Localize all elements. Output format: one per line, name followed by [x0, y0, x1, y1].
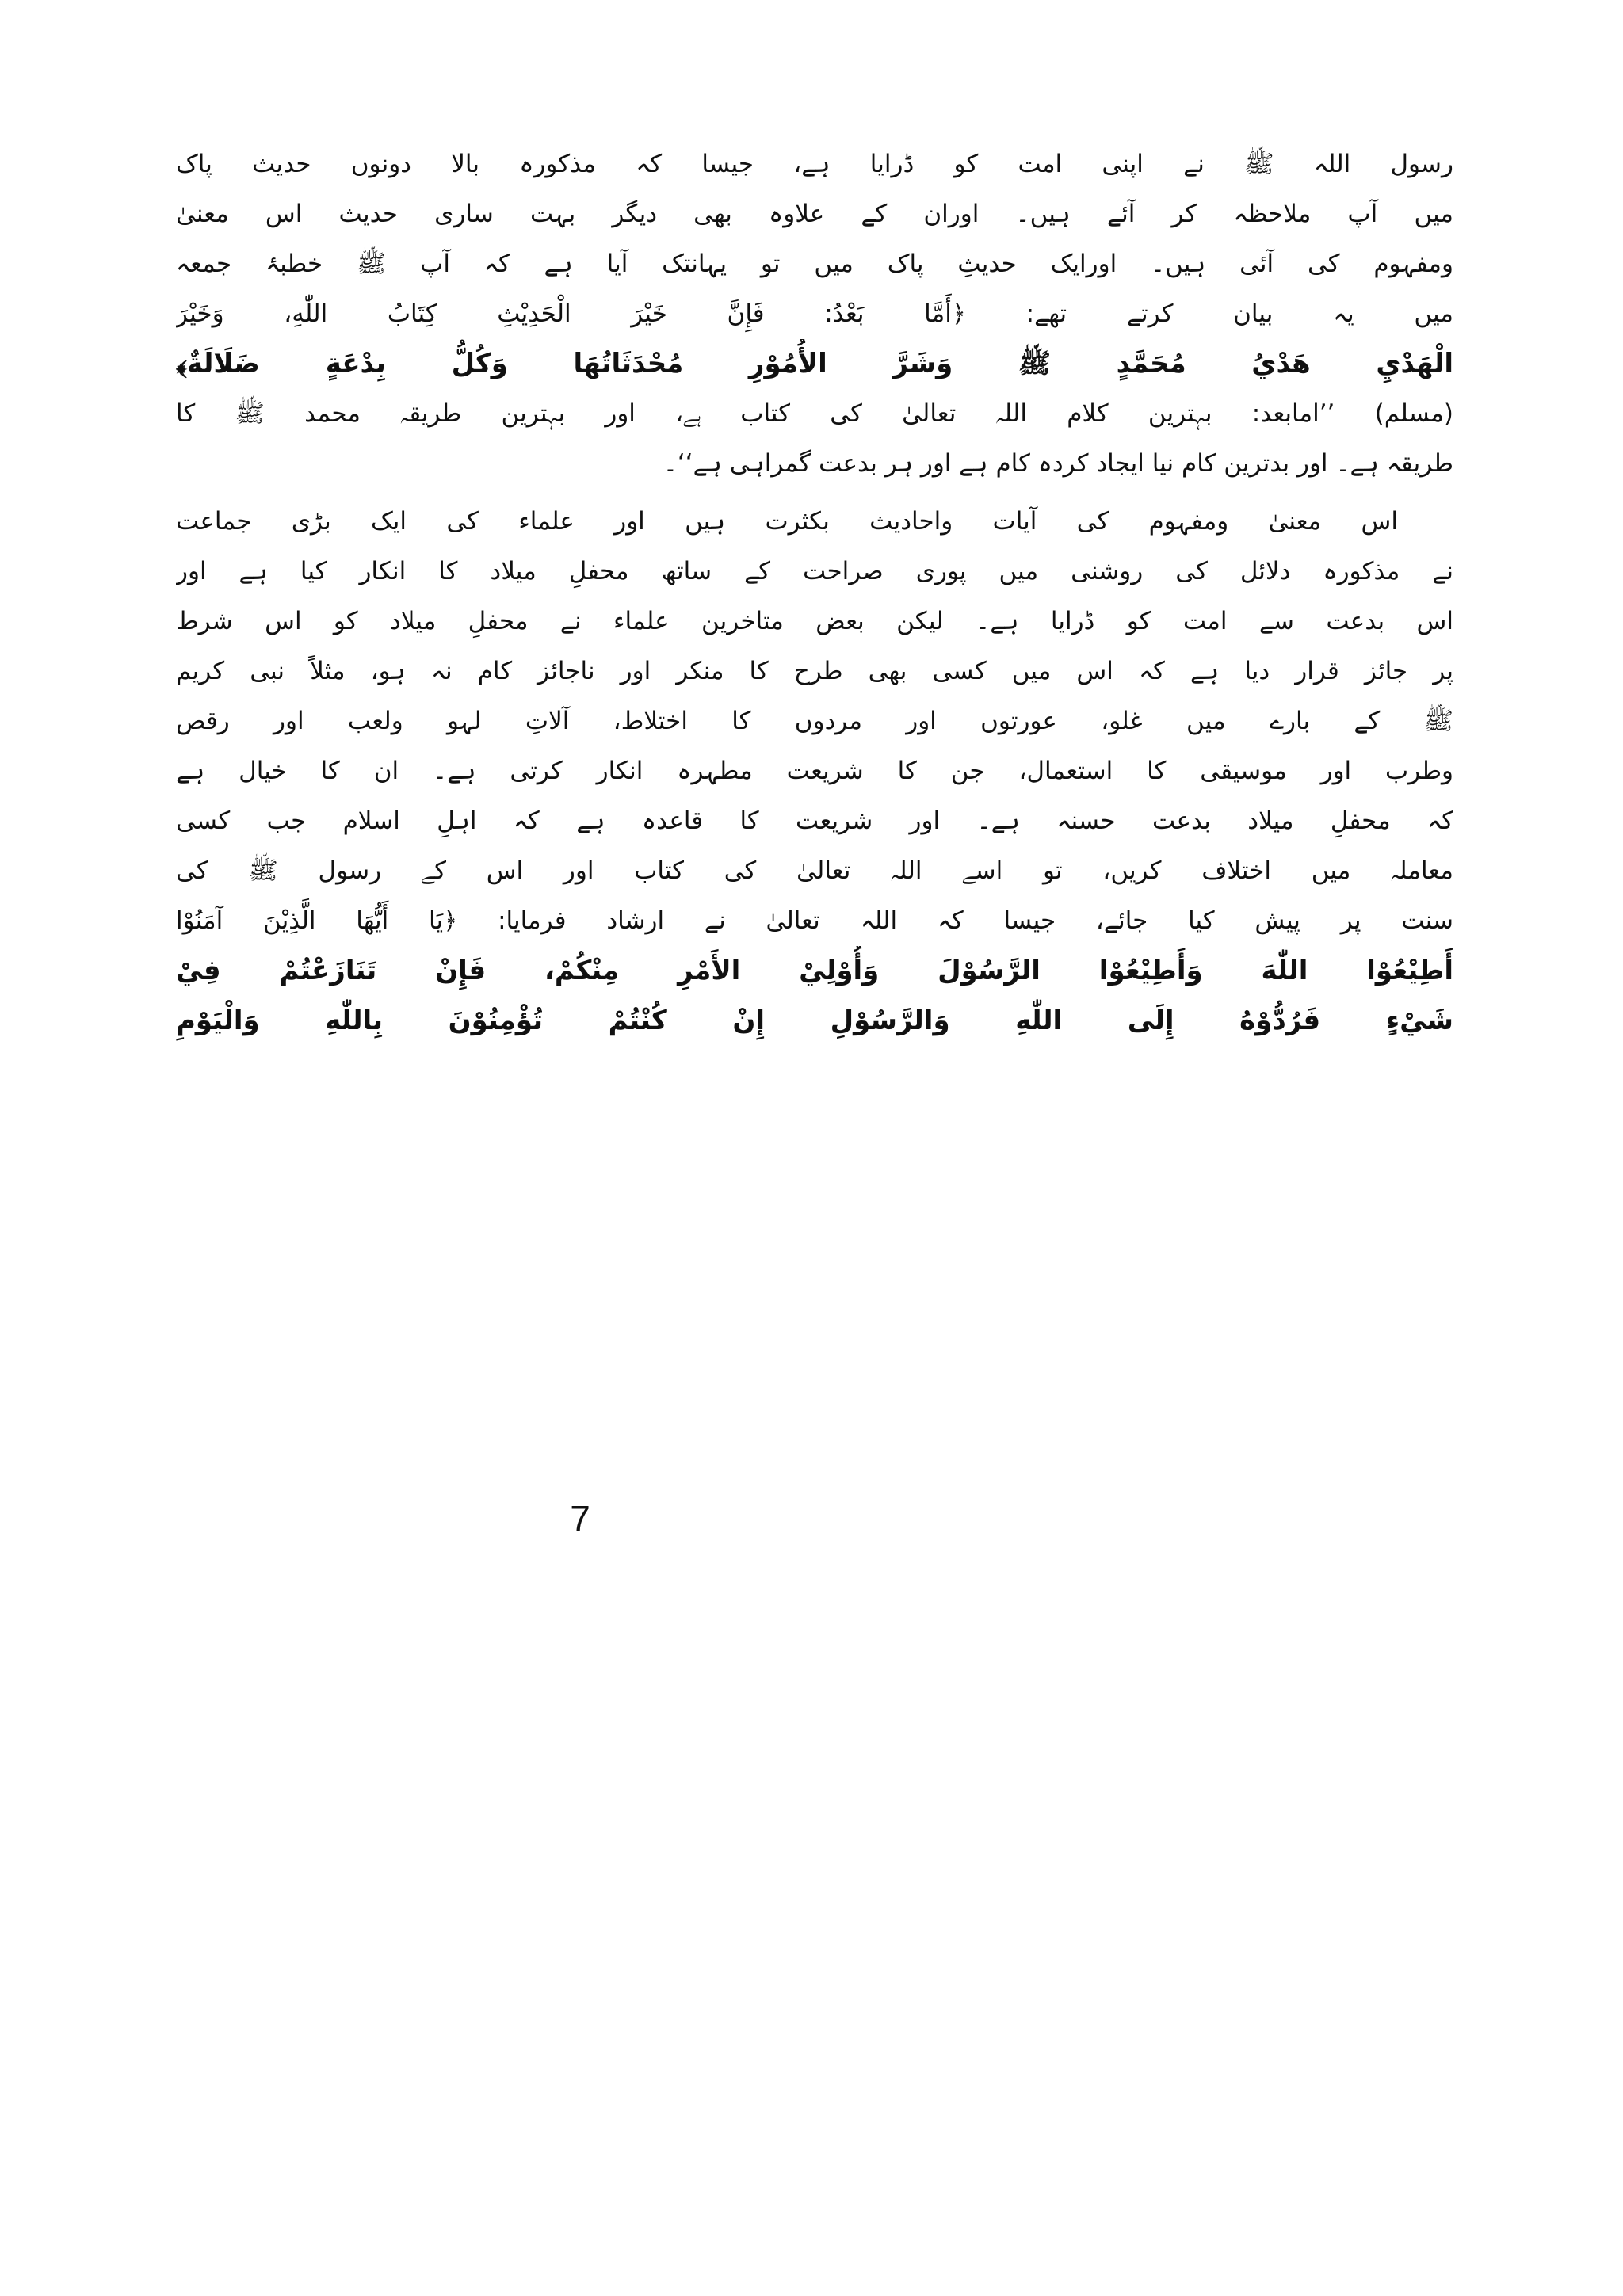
paragraph-2-line-4: پر جائز قرار دیا ہے کہ اس میں کسی بھی طرح کا منکر اور ناجائز کام نہ ہو، مثلاً نبی کریم — [176, 657, 1453, 685]
text-line-3: ومفہوم کی آئی ہیں۔ اورایک حدیثِ پاک میں تو یہانتک آیا ہے کہ آپ ﷺ خطبۂ جمعہ — [176, 250, 1453, 278]
arabic-hadith-line: الْهَدْيِ هَدْيُ مُحَمَّدٍ ﷺ وَشَرَّ الأُمُوْرِ مُحْدَثَاتُهَا وَكُلُّ بِدْعَةٍ ضَلَالَةٌ﴾ — [176, 348, 1453, 379]
paragraph-2-line-1: اس معنیٰ ومفہوم کی آیات واحادیث بکثرت ہیں اور علماء کی ایک بڑی جماعت — [176, 507, 1398, 536]
text-line-1: رسول اللہ ﷺ نے اپنی امت کو ڈرایا ہے، جیسا کہ مذکورہ بالا دونوں حدیث پاک — [176, 150, 1453, 178]
text-line-4: میں یہ بیان کرتے تھے: ﴿أَمَّا بَعْدُ: فَإِنَّ خَيْرَ الْحَدِيْثِ كِتَابُ اللّٰهِ، وَخَيْرَ — [176, 299, 1453, 328]
text-line-2: میں آپ ملاحظہ کر آئے ہیں۔ اوران کے علاوہ بھی دیگر بہت ساری حدیث اس معنیٰ — [176, 200, 1453, 228]
quran-verse-line-2: شَيْءٍ فَرُدُّوْهُ إِلَى اللّٰهِ وَالرَّسُوْلِ إِنْ كُنْتُمْ تُؤْمِنُوْنَ بِاللّٰهِ وَالْيَوْمِ — [176, 1005, 1453, 1036]
paragraph-2-line-5: ﷺ کے بارے میں غلو، عورتوں اور مردوں کا اختلاط، آلاتِ لہو ولعب اور رقص — [176, 707, 1453, 735]
paragraph-2-line-3: اس بدعت سے امت کو ڈرایا ہے۔ لیکن بعض متاخرین علماء نے محفلِ میلاد کو اس شرط — [176, 607, 1453, 635]
paragraph-2-line-7: کہ محفلِ میلاد بدعت حسنہ ہے۔ اور شریعت کا قاعدہ ہے کہ اہلِ اسلام جب کسی — [176, 807, 1453, 835]
page-number: 7 — [570, 1498, 590, 1539]
paragraph-2-line-9: سنت پر پیش کیا جائے، جیسا کہ اللہ تعالیٰ نے ارشاد فرمایا: ﴿يَا أَيُّهَا الَّذِيْنَ آمَنُوْا — [176, 906, 1453, 935]
urdu-text-block — [176, 139, 1453, 1046]
quran-verse-line-1: أَطِيْعُوْا اللّٰهَ وَأَطِيْعُوْا الرَّسُوْلَ وَأُوْلِيْ الأَمْرِ مِنْكُمْ، فَإِنْ تَنَازَعْتُمْ فِيْ — [176, 955, 1453, 986]
paragraph-2-line-2: نے مذکورہ دلائل کی روشنی میں پوری صراحت کے ساتھ محفلِ میلاد کا انکار کیا ہے اور — [176, 557, 1453, 585]
paragraph-2-line-8: معاملہ میں اختلاف کریں، تو اسے اللہ تعالیٰ کی کتاب اور اس کے رسول ﷺ کی — [176, 856, 1453, 885]
paragraph-2-line-6: وطرب اور موسیقی کا استعمال، جن کا شریعت مطہرہ انکار کرتی ہے۔ ان کا خیال ہے — [176, 757, 1453, 785]
text-line-7: طریقہ ہے۔ اور بدترین کام نیا ایجاد کردہ کام ہے اور ہر بدعت گمراہی ہے‘‘۔ — [663, 449, 1453, 478]
text-line-6: (مسلم) ’’امابعد: بہترین کلام اللہ تعالیٰ کی کتاب ہے، اور بہترین طریقہ محمد ﷺ کا — [176, 399, 1453, 428]
